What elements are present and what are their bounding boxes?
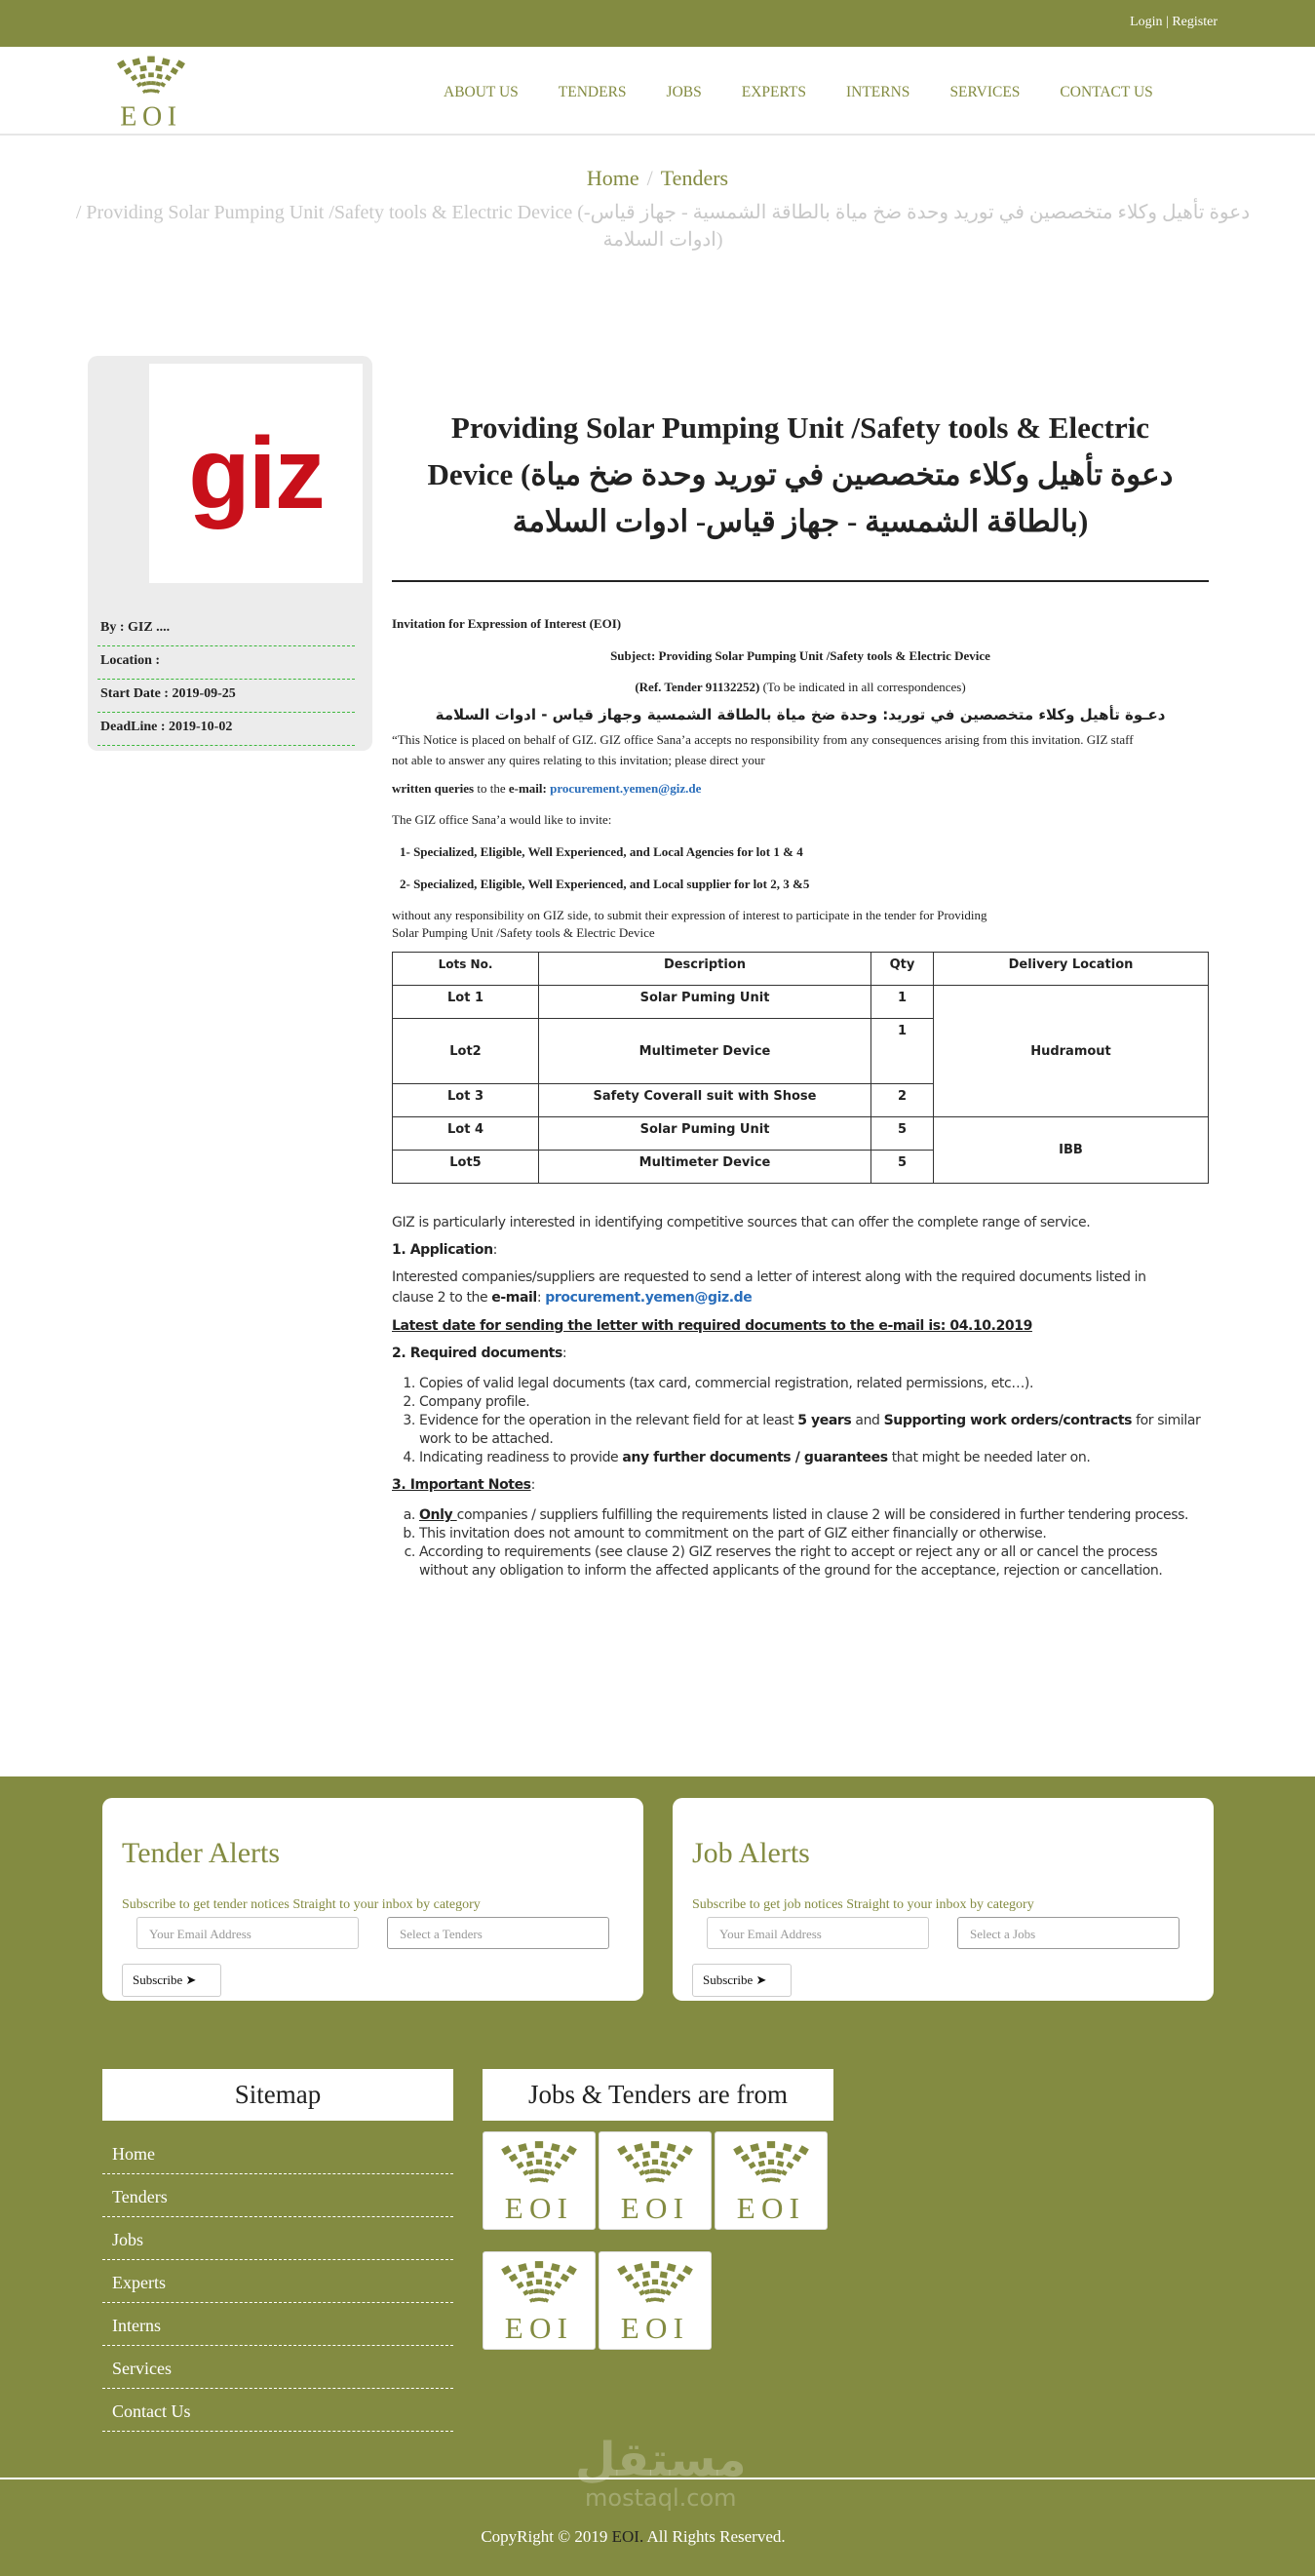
- queries-bold: written queries: [392, 781, 475, 796]
- cell-delivery: IBB: [934, 1117, 1209, 1184]
- copyright: [0, 2527, 1315, 2547]
- job-alerts-card: [673, 1798, 1214, 2001]
- subject-line: Subject: Providing Solar Pumping Unit /Safety tools & Electric Device: [610, 648, 990, 663]
- cell-description: Safety Coverall suit with Shose: [539, 1084, 871, 1117]
- required-documents-list: [419, 1375, 1209, 1467]
- breadcrumb: [0, 166, 1315, 191]
- job-alerts-subtitle: Subscribe to get job notices Straight to your inbox by category: [692, 1897, 1034, 1912]
- item-bold: 5 years: [797, 1413, 852, 1428]
- item-text: that might be needed later on.: [887, 1450, 1091, 1465]
- nav-interns[interactable]: INTERNS: [845, 84, 910, 100]
- nav-jobs[interactable]: JOBS: [666, 84, 702, 100]
- arabic-subject: دعـوة تأهيل وكلاء متخصصين في توريد: وحدة ضخ مياة بالطاقة الشمسية وجهاز قياس - ادوات السلامة: [435, 706, 1166, 723]
- breadcrumb-tenders[interactable]: Tenders: [660, 166, 729, 190]
- job-subscribe-button[interactable]: [692, 1964, 792, 1997]
- eoi-heading: Invitation for Expression of Interest (EOI): [392, 616, 622, 631]
- col-qty: Qty: [871, 953, 934, 986]
- paper-plane-icon: ➤: [185, 1972, 197, 1987]
- nav-about-us[interactable]: ABOUT US: [444, 84, 519, 100]
- watermark-english: mostaql.com: [585, 2484, 737, 2512]
- top-bar: [0, 0, 1315, 47]
- list-item: [419, 1506, 1204, 1525]
- invite-item-1: 1- Specialized, Eligible, Well Experienced, and Local Agencies for lot 1 & 4: [400, 844, 803, 859]
- breadcrumb-separator: /: [646, 166, 653, 190]
- login-link[interactable]: Login: [1130, 15, 1163, 29]
- notice-text: “This Notice is placed on behalf of GIZ. GIZ office Sana’a accepts no responsibility from any consequences arising from this invitation. GIZ staff not able to answer any quires relating to this invitation; please direct your: [392, 732, 1134, 767]
- tender-info: [97, 613, 355, 746]
- auth-links: [1130, 15, 1218, 30]
- organization-logo: [149, 364, 363, 583]
- cell-qty: 1: [871, 986, 934, 1019]
- partner-logo-text: EOI: [504, 2310, 574, 2345]
- tender-sidebar: [88, 356, 372, 751]
- sitemap-home[interactable]: Home: [102, 2131, 453, 2174]
- item-text: According to requirements (see clause 2) GIZ reserves the right to accept or reject any or all or cancel the process without any obligation to inform the affected applicants of the ground for the acceptance, rejection or cancellation.: [419, 1544, 1163, 1579]
- sitemap-services[interactable]: Services: [102, 2346, 453, 2389]
- site-footer: [0, 1776, 1315, 2576]
- cell-delivery: Hudramout: [934, 986, 1209, 1117]
- tender-alerts-title: Tender Alerts: [122, 1837, 281, 1869]
- list-item: [419, 1525, 1204, 1543]
- list-item: [419, 1375, 1209, 1393]
- nav-contact-us[interactable]: CONTACT US: [1060, 84, 1153, 100]
- partner-logo-text: EOI: [736, 2190, 806, 2225]
- contact-email-link[interactable]: procurement.yemen@giz.de: [550, 781, 702, 796]
- partner-logo-text: EOI: [620, 2190, 690, 2225]
- item-text: companies / suppliers fulfilling the requirements listed in clause 2 will be considered in further tendering process.: [456, 1507, 1189, 1523]
- queries-line: [392, 780, 1209, 798]
- queries-mid: to the: [474, 781, 509, 796]
- mostaql-watermark: [575, 2433, 747, 2512]
- cell-lot: Lot 4: [393, 1117, 539, 1151]
- sitemap-jobs[interactable]: Jobs: [102, 2217, 453, 2260]
- nav-tenders[interactable]: TENDERS: [558, 84, 627, 100]
- cell-lot: Lot 1: [393, 986, 539, 1019]
- item-text: Indicating readiness to provide: [419, 1450, 623, 1465]
- sitemap-experts[interactable]: Experts: [102, 2260, 453, 2303]
- partner-logo[interactable]: [483, 2251, 596, 2350]
- item-text: for similar work to be attached.: [419, 1413, 1201, 1447]
- cell-description: Solar Puming Unit: [539, 986, 871, 1019]
- item-text: Company profile.: [419, 1394, 530, 1410]
- tender-category-select[interactable]: Select a Tenders: [387, 1917, 609, 1949]
- tender-location: Location :: [97, 646, 355, 680]
- cell-lot: Lot5: [393, 1151, 539, 1184]
- site-header: [0, 47, 1315, 136]
- list-item: [419, 1412, 1209, 1449]
- copyright-brand[interactable]: EOI.: [611, 2527, 644, 2546]
- cell-lot: Lot2: [393, 1019, 539, 1084]
- cell-qty: 5: [871, 1117, 934, 1151]
- required-heading-text: 2. Required documents: [392, 1346, 562, 1361]
- watermark-arabic: مستقل: [575, 2433, 747, 2487]
- application-email-label: e-mail: [491, 1290, 537, 1306]
- list-item: [419, 1543, 1204, 1581]
- partner-logo[interactable]: [599, 2131, 712, 2230]
- interest-text: GIZ is particularly interested in identifying competitive sources that can offer the complete range of service.: [392, 1215, 1091, 1230]
- partner-logo-text: EOI: [620, 2310, 690, 2345]
- partner-logo[interactable]: [483, 2131, 596, 2230]
- register-link[interactable]: Register: [1172, 15, 1218, 29]
- sitemap-interns[interactable]: Interns: [102, 2303, 453, 2346]
- without-text: without any responsibility on GIZ side, to submit their expression of interest to participate in the tender for Providing: [392, 908, 987, 922]
- reference-number: (Ref. Tender 91132252): [635, 680, 760, 694]
- nav-experts[interactable]: EXPERTS: [741, 84, 806, 100]
- job-email-input[interactable]: Your Email Address: [707, 1917, 929, 1949]
- col-description: Description: [539, 953, 871, 986]
- cell-description: Multimeter Device: [539, 1019, 871, 1084]
- application-text: Interested companies/suppliers are requested to send a letter of interest along with the required documents listed in clause 2 to the e-mail: procurement.yemen@giz.de: [392, 1269, 1146, 1306]
- item-text: Evidence for the operation in the relevant field for at least: [419, 1413, 798, 1428]
- latest-date: Latest date for sending the letter with required documents to the e-mail is: 04.10.2019: [392, 1318, 1032, 1334]
- copyright-text: CopyRight © 2019: [481, 2527, 612, 2546]
- eoi-logo[interactable]: [97, 51, 205, 133]
- note-only: Only: [419, 1507, 457, 1523]
- cell-description: Multimeter Device: [539, 1151, 871, 1184]
- partner-logo-text: EOI: [504, 2190, 574, 2225]
- job-category-select[interactable]: Select a Jobs: [957, 1917, 1180, 1949]
- cell-description: Solar Puming Unit: [539, 1117, 871, 1151]
- list-item: [419, 1393, 1209, 1412]
- subscribe-label: Subscribe: [703, 1972, 754, 1987]
- col-lots: Lots No.: [393, 953, 539, 986]
- invite-text: The GIZ office Sana’a would like to invite:: [392, 812, 612, 827]
- tender-alerts-subtitle: Subscribe to get tender notices Straight to your inbox by category: [122, 1897, 481, 1912]
- application-heading-text: 1. Application: [392, 1242, 493, 1258]
- application-heading: 1. Application:: [392, 1242, 497, 1258]
- logo-text: EOI: [120, 101, 182, 133]
- item-text: Copies of valid legal documents (tax card, commercial registration, related permissions, etc…).: [419, 1376, 1034, 1391]
- table-header-row: [393, 953, 1209, 986]
- application-body: Interested companies/suppliers are requested to send a letter of interest along with the required documents listed in clause 2 to the: [392, 1269, 1146, 1306]
- sitemap-title: Sitemap: [102, 2069, 453, 2121]
- table-row: [393, 1117, 1209, 1151]
- subscribe-label: Subscribe: [133, 1972, 183, 1987]
- sitemap-links: [102, 2131, 453, 2432]
- item-text: This invitation does not amount to commitment on the part of GIZ either financially or otherwise.: [419, 1526, 1047, 1542]
- tender-title: Providing Solar Pumping Unit /Safety tools & Electric Device (دعوة تأهيل وكلاء متخصصين في توريد وحدة ضخ مياة بالطاقة الشمسية - جهاز قياس- ادوات السلامة): [427, 410, 1174, 538]
- item-bold: Supporting work orders/contracts: [883, 1413, 1133, 1428]
- lots-table: [392, 952, 1209, 1184]
- reference-line: [392, 679, 1209, 696]
- partner-logo[interactable]: [599, 2251, 712, 2350]
- copyright-suffix: All Rights Reserved.: [643, 2527, 786, 2546]
- notes-heading: 3. Important Notes:: [392, 1477, 535, 1493]
- cell-lot: Lot 3: [393, 1084, 539, 1117]
- sitemap-tenders[interactable]: Tenders: [102, 2174, 453, 2217]
- auth-separator: |: [1166, 15, 1169, 29]
- cell-qty: 2: [871, 1084, 934, 1117]
- required-heading: 2. Required documents:: [392, 1346, 567, 1361]
- partner-logo[interactable]: [715, 2131, 828, 2230]
- invite-item-2: 2- Specialized, Eligible, Well Experienced, and Local supplier for lot 2, 3 &5: [400, 877, 810, 891]
- reference-note: (To be indicated in all correspondences): [759, 680, 966, 694]
- tender-deadline: DeadLine : 2019-10-02: [97, 713, 355, 746]
- cell-qty: 1: [871, 1019, 934, 1084]
- tender-alerts-card: [102, 1798, 643, 2001]
- tender-subscribe-button[interactable]: [122, 1964, 221, 1997]
- queries-email-label: e-mail:: [508, 781, 547, 796]
- nav-services[interactable]: SERVICES: [949, 84, 1021, 100]
- breadcrumb-current: / Providing Solar Pumping Unit /Safety tools & Electric Device (دعوة تأهيل وكلاء متخصصين في توريد وحدة ضخ مياة بالطاقة الشمسية - جهاز قياس- ادوات السلامة): [75, 202, 1251, 251]
- notes-heading-text: 3. Important Notes: [392, 1477, 531, 1493]
- table-row: [393, 986, 1209, 1019]
- without-text-2: Solar Pumping Unit /Safety tools & Electric Device: [392, 925, 655, 940]
- tender-content: [392, 405, 1209, 1581]
- tender-by: By : GIZ ....: [97, 613, 355, 646]
- job-alerts-title: Job Alerts: [692, 1837, 810, 1869]
- giz-logo: giz: [188, 416, 324, 530]
- application-email-link[interactable]: procurement.yemen@giz.de: [545, 1290, 753, 1306]
- partners-title: Jobs & Tenders are from: [483, 2069, 833, 2121]
- list-item: [419, 1449, 1209, 1467]
- sitemap-contact-us[interactable]: Contact Us: [102, 2389, 453, 2432]
- tender-start-date: Start Date : 2019-09-25: [97, 680, 355, 713]
- item-text: and: [851, 1413, 884, 1428]
- breadcrumb-home[interactable]: Home: [586, 166, 639, 190]
- item-bold: any further documents / guarantees: [622, 1450, 888, 1465]
- cell-qty: 5: [871, 1151, 934, 1184]
- paper-plane-icon: ➤: [755, 1972, 767, 1987]
- main-nav: [444, 84, 1193, 101]
- tender-details: [392, 1213, 1209, 1581]
- col-delivery: Delivery Location: [934, 953, 1209, 986]
- important-notes-list: [419, 1506, 1209, 1581]
- tender-email-input[interactable]: Your Email Address: [136, 1917, 359, 1949]
